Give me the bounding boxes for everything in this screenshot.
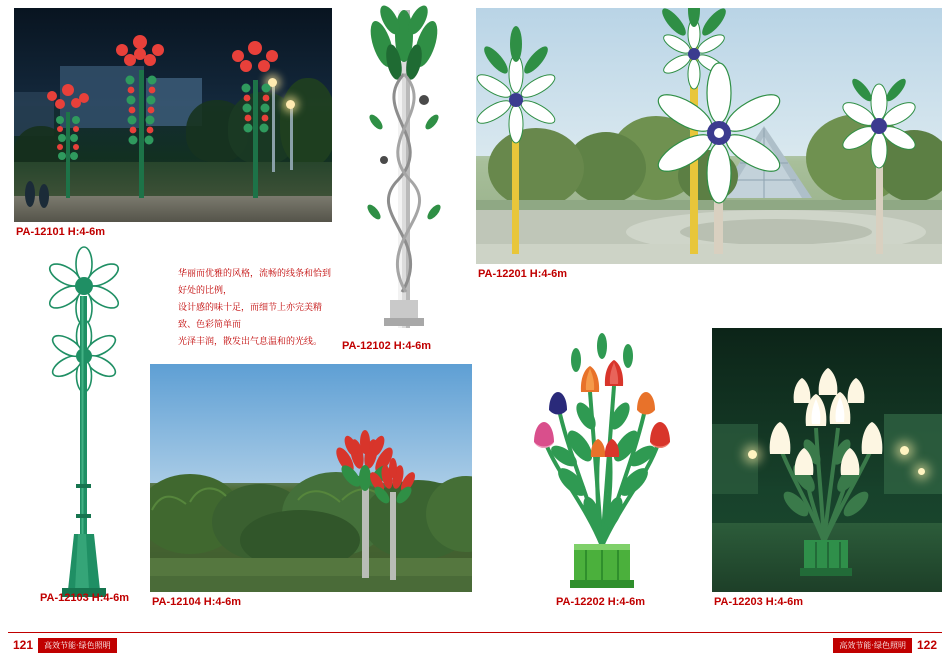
magnolia-light-graphic — [712, 328, 942, 592]
park-pinwheel-flower-poles-photo — [476, 8, 942, 264]
caption-pa-12103: PA-12103 H:4-6m — [40, 592, 130, 604]
footer-tag-left: 高效节能·绿色照明 — [38, 638, 117, 653]
caption-pa-12104: PA-12104 H:4-6m — [152, 596, 242, 608]
caption-pa-12201: PA-12201 H:4-6m — [478, 268, 568, 280]
flower-pole-graphics — [14, 8, 332, 222]
caption-pa-12101: PA-12101 H:4-6m — [16, 226, 106, 238]
page-number-right: 122 — [916, 638, 937, 652]
pinwheel-poles-graphic — [476, 8, 942, 264]
footer-left — [8, 637, 117, 653]
blurb-line-3: 光泽丰润，散发出气息温和的光线。 — [178, 337, 323, 347]
blurb-line-1: 华丽而优雅的风格，流畅的线条和恰到好处的比例， — [178, 269, 332, 296]
flower-bouquet-graphic — [506, 296, 696, 596]
caption-pa-12102: PA-12102 H:4-6m — [342, 340, 432, 352]
footer-divider — [8, 632, 942, 633]
description-paragraph — [178, 266, 338, 351]
caption-pa-12203: PA-12203 H:4-6m — [714, 596, 804, 608]
green-leaf-pole-photo — [340, 0, 468, 330]
twin-pinwheel-pole-graphic — [18, 238, 148, 606]
footer-tag-right: 高效节能·绿色照明 — [833, 638, 912, 653]
colorful-flower-bouquet-light-illustration — [506, 296, 696, 596]
night-street-flower-poles-photo — [14, 8, 332, 222]
blurb-line-2: 设计感的味十足，而细节上亦完美精致、色彩简单而 — [178, 303, 323, 330]
red-flower-poles-shrubs-photo — [150, 364, 472, 592]
page-number-left: 121 — [13, 638, 34, 652]
green-twin-pinwheel-pole-illustration — [18, 238, 148, 606]
green-leaf-pole-graphic — [340, 0, 468, 330]
second-flower-pole-graphic — [150, 364, 472, 592]
footer-right — [833, 637, 942, 653]
caption-pa-12202: PA-12202 H:4-6m — [556, 596, 646, 608]
night-magnolia-flower-light-photo — [712, 328, 942, 592]
